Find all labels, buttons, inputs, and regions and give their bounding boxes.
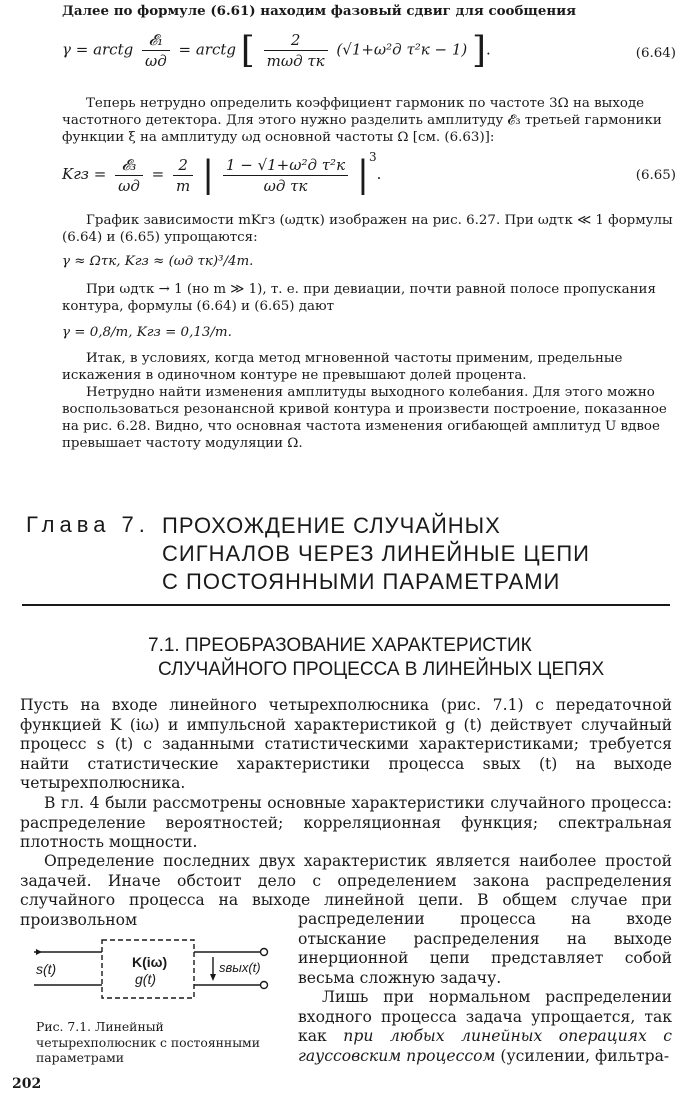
eq-6-65-power: 3 xyxy=(368,150,377,164)
paragraph-1: Теперь нетрудно определить коэффициент гармоник по частоте 3Ω на выходе частотного детектора. Для этого нужно разделить амплитуду 𝓔₃ третьей гармоники функции ξ на амплитуду ωд основной частоты Ω [см. (6.63)]: xyxy=(62,96,662,145)
output-label: sвых(t) xyxy=(219,960,261,975)
input-arrow xyxy=(36,949,42,955)
chapter-label: Глава 7. xyxy=(26,512,150,537)
equation-simple-1: γ ≈ Ωτк, Kгз ≈ (ωд τк)³/4m. xyxy=(62,254,254,269)
input-label: s(t) xyxy=(36,961,57,977)
eq-6-65-f3-den: ωд τк xyxy=(263,176,308,195)
body-paragraph-2: В гл. 4 были рассмотрены основные характеристики случайного процесса: распределение вероятностей; корреляционная функция; спектральная плотность мощности. xyxy=(20,794,672,851)
chapter-title-line-2: СИГНАЛОВ ЧЕРЕЗ ЛИНЕЙНЫЕ ЦЕПИ xyxy=(162,541,590,566)
abs-right: | xyxy=(356,154,369,196)
chapter-title xyxy=(162,512,590,596)
eq-number-6-64: (6.64) xyxy=(635,46,676,61)
equation-simple-2: γ = 0,8/m, Kгз = 0,13/m. xyxy=(62,325,232,340)
paragraph-4: Итак, в условиях, когда метод мгновенной частоты применим, предельные искажения в одиночном контуре не превышают долей процента. xyxy=(62,351,623,383)
figure-caption: Рис. 7.1. Линейный четырехполюсник с постоянными параметрами xyxy=(36,1019,260,1065)
body-paragraph-3: Определение последних двух характеристик является наиболее простой задачей. Иначе обстоит дело с определением закона распределения случайного процесса на выходе линейной цепи. В общем случае при произвольном xyxy=(20,852,672,929)
body-paragraph-3-wrap: распределении процесса на входе отыскание распределения на выходе инерционной цепи представляет собой весьма сложную задачу. xyxy=(298,910,672,987)
paragraph-3: При ωдτк → 1 (но m ≫ 1), т. е. при девиации, почти равной полосе пропускания контура, формулы (6.64) и (6.65) дают xyxy=(62,282,656,314)
equation-6-64: γ = arctg $\frac{\text{𝓔₁}}{\omega д}$ = arctg [ $\frac{2}{\text{mωд τк}}$ (√1+ω²д τ²к − 1) ]. xyxy=(62,30,491,71)
box-line-1: K(iω) xyxy=(132,954,168,970)
chapter-title-line-1: ПРОХОЖДЕНИЕ СЛУЧАЙНЫХ xyxy=(162,513,501,538)
body-4-italic: при любых линейных операциях с гауссовским процессом xyxy=(298,1027,672,1065)
eq-6-65-f2-den: m xyxy=(175,176,191,195)
abs-left: | xyxy=(202,154,215,196)
chapter-rule xyxy=(22,604,670,606)
eq-6-64-den: ωд xyxy=(145,52,167,70)
box-line-2: g(t) xyxy=(135,971,156,987)
output-arrow-head xyxy=(210,974,216,981)
body-4-text: Лишь при нормальном распределении входного процесса задача упрощается, так как xyxy=(298,988,672,1045)
eq-6-65-frac-1 xyxy=(115,156,143,195)
eq-6-65-frac-3 xyxy=(223,156,348,195)
figure-7-1 xyxy=(20,930,278,1030)
eq-6-64-frac xyxy=(142,31,170,70)
body-paragraph-4 xyxy=(298,988,672,1066)
eq-6-64-root: (√1+ω²д τ²к − 1) xyxy=(336,40,468,59)
intro-line: Далее по формуле (6.61) находим фазовый сдвиг для сообщения xyxy=(62,3,577,19)
page-number: 202 xyxy=(12,1076,42,1092)
section-title-line-2: СЛУЧАЙНОГО ПРОЦЕССА В ЛИНЕЙНЫХ ЦЕПЯХ xyxy=(158,659,605,680)
eq-6-65-lhs: Kгз = xyxy=(62,165,107,183)
right-bracket: ] xyxy=(472,30,487,71)
output-terminal-bottom xyxy=(261,982,268,989)
paragraph-5: Нетрудно найти изменения амплитуды выходного колебания. Для этого можно воспользоваться резонансной кривой контура и произвести построение, показанное на рис. 6.28. Видно, что основная частота изменения огибающей амплитуд U вдвое превышает частоту модуляции Ω. xyxy=(62,385,667,451)
eq-6-65-eq: = xyxy=(151,165,165,183)
eq-6-65-f1-num: 𝓔₃ xyxy=(115,156,143,176)
eq-6-64-inner-frac xyxy=(264,31,328,70)
eq-6-64-inner-num: 2 xyxy=(264,31,328,51)
figure-diagram xyxy=(20,930,278,1010)
section-title xyxy=(148,634,668,682)
eq-6-65-f3-num: 1 − √1+ω²д τ²к xyxy=(223,156,348,176)
body-4-end: (усилении, фильтра- xyxy=(500,1046,670,1065)
paragraph-2: График зависимости mKгз (ωдτк) изображен на рис. 6.27. При ωдτк ≪ 1 формулы (6.64) и (6.65) упрощаются: xyxy=(62,213,673,245)
equation-6-65: Kгз = $\frac{\text{𝓔₃}}{\omega д}$ = $\frac{2}{m}$ | $\frac{\text{1 − √1+ω²д τ²к}}{\text{ωд τк}}$ $|^3$. xyxy=(62,150,382,196)
output-terminal-top xyxy=(261,949,268,956)
eq-6-64-inner-den: mωд τк xyxy=(266,52,325,70)
eq-6-65-frac-2 xyxy=(173,156,193,195)
eq-6-64-num: 𝓔₁ xyxy=(142,31,170,51)
eq-6-65-f2-num: 2 xyxy=(173,156,193,176)
left-bracket: [ xyxy=(240,30,255,71)
eq-6-64-mid: = arctg xyxy=(178,40,237,59)
eq-6-65-f1-den: ωд xyxy=(118,176,140,195)
chapter-title-line-3: С ПОСТОЯННЫМИ ПАРАМЕТРАМИ xyxy=(162,569,561,594)
section-title-line-1: 7.1. ПРЕОБРАЗОВАНИЕ ХАРАКТЕРИСТИК xyxy=(148,635,532,656)
body-paragraph-1: Пусть на входе линейного четырехполюсника (рис. 7.1) с передаточной функцией K (iω) и импульсной характеристикой g (t) действует случайный процесс s (t) с заданными статистическими характеристиками; требуется найти статистические характеристики процесса sвых (t) на выходе четырехполюсника. xyxy=(20,696,672,792)
eq-number-6-65: (6.65) xyxy=(635,168,676,183)
eq-6-64-lhs: γ = arctg xyxy=(62,40,134,59)
